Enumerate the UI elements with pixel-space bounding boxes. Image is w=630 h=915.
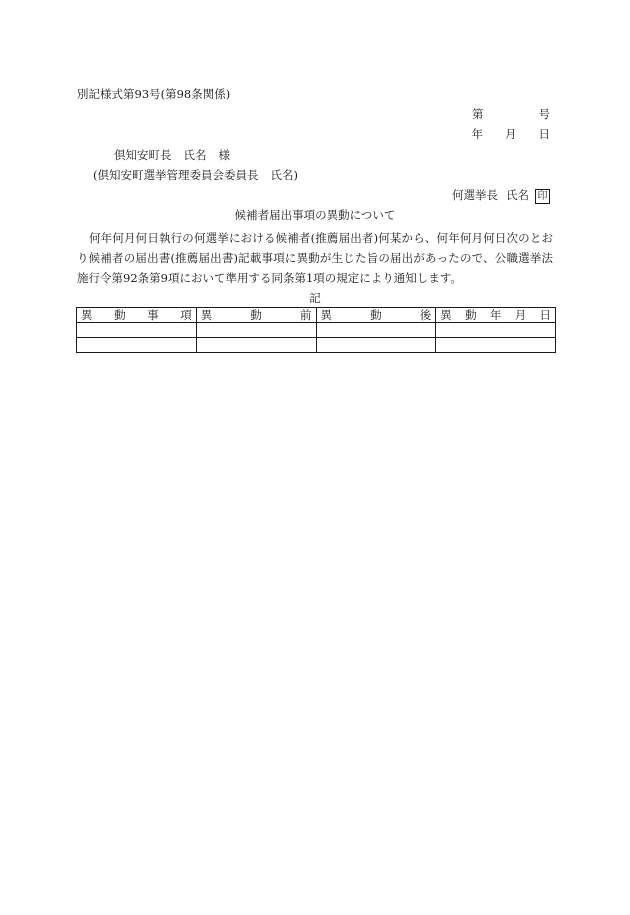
header-char: 前	[300, 308, 312, 322]
table-cell	[77, 338, 197, 353]
sender-name: 氏名	[506, 188, 529, 202]
header-char: 異	[440, 308, 452, 322]
table-cell	[196, 323, 316, 338]
header-char: 月	[514, 308, 527, 322]
table-cell	[316, 338, 436, 353]
header-char: 事	[147, 308, 159, 322]
header-cell-before	[196, 308, 316, 323]
header-char: 動	[250, 308, 262, 322]
table-row	[77, 323, 556, 338]
addressee-title: 倶知安町長	[114, 148, 172, 162]
date-line	[472, 127, 551, 141]
body-text: 何年何月何日執行の何選挙における候補者(推薦届出者)何某から、何年何月何日次のとおり候補者の届出書(推薦届出書)記載事項に異動が生じた旨の届出があったので、公職選挙法施行令第92条第9項において準用する同条第1項の規定により通知します。	[77, 231, 553, 285]
header-char: 異	[320, 308, 332, 322]
header-char: 動	[370, 308, 382, 322]
header-char: 日	[539, 308, 551, 322]
addressee-alt-title: (倶知安町選挙管理委員会委員長	[93, 168, 259, 182]
table-cell	[436, 323, 556, 338]
header-char: 動	[114, 308, 126, 322]
sender-title: 何選挙長	[452, 188, 498, 202]
header-cell-after	[316, 308, 436, 323]
ki-marker: 記	[309, 291, 321, 305]
header-cell-change-item	[77, 308, 197, 323]
table-cell	[316, 323, 436, 338]
document-title: 候補者届出事項の異動について	[234, 208, 396, 222]
header-char: 異	[200, 308, 213, 322]
header-cell-change-date	[436, 308, 556, 323]
date-month: 月	[505, 127, 517, 141]
header-char: 後	[419, 308, 432, 322]
header-char: 動	[465, 308, 477, 322]
header-char: 項	[180, 308, 192, 322]
changes-table	[76, 307, 556, 353]
header-char: 異	[81, 308, 93, 322]
table-header-row	[77, 308, 556, 323]
sender	[452, 188, 550, 204]
table-cell	[436, 338, 556, 353]
number-suffix: 号	[538, 107, 550, 121]
table-cell	[196, 338, 316, 353]
addressee-alternate	[93, 168, 298, 182]
form-number: 別記様式第93号(第98条関係)	[77, 87, 231, 101]
date-day: 日	[538, 127, 550, 141]
table-row	[77, 338, 556, 353]
number-prefix: 第	[472, 107, 484, 121]
addressee-honorific: 様	[218, 148, 230, 162]
seal-mark: 印	[535, 189, 550, 204]
date-year: 年	[471, 127, 483, 141]
document-number-line	[472, 107, 550, 121]
table-cell	[77, 323, 197, 338]
addressee-name: 氏名	[183, 148, 207, 162]
addressee	[114, 148, 230, 162]
header-char: 年	[489, 308, 502, 322]
addressee-alt-name: 氏名)	[270, 168, 298, 182]
